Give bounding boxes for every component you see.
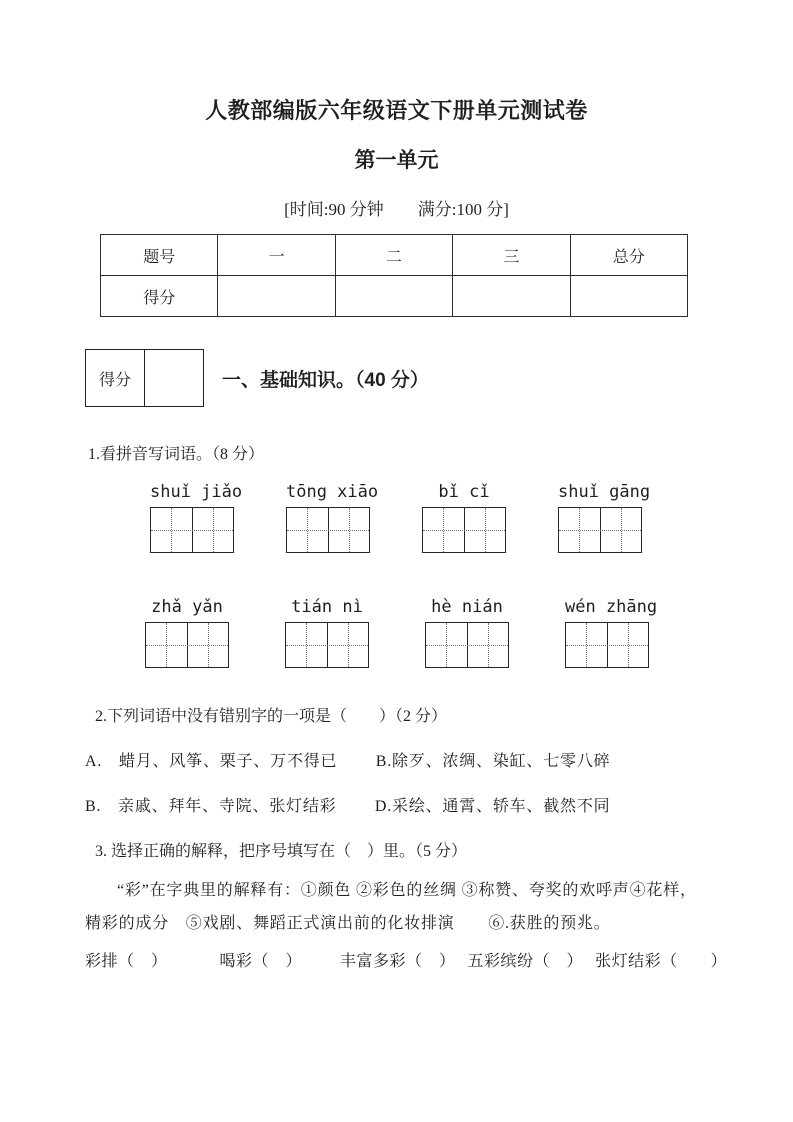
pinyin-label: wén zhāng — [565, 597, 658, 617]
pinyin-group — [285, 597, 369, 668]
pinyin-label: shuǐ gāng — [558, 482, 651, 502]
writing-cell — [423, 508, 464, 552]
question-1-prompt: 1.看拼音写词语。（8 分） — [88, 446, 265, 463]
pinyin-group — [286, 482, 379, 553]
writing-cell — [566, 623, 607, 667]
question-2-prompt: 2.下列词语中没有错别字的一项是（ ）（2 分） — [95, 708, 448, 725]
section-one-heading: 一、基础知识。（40 分） — [222, 369, 429, 391]
writing-cell — [328, 508, 370, 552]
pinyin-label: bǐ cǐ — [438, 482, 490, 502]
pinyin-row-2 — [145, 597, 793, 668]
pinyin-label: tōng xiāo — [286, 482, 379, 502]
word-with-blank: 丰富多彩（ ） — [340, 953, 456, 970]
section-score-box-blank — [145, 350, 204, 407]
score-table-value-row — [101, 276, 688, 317]
section-score-box — [85, 349, 204, 407]
section-score-box-label: 得分 — [86, 350, 145, 407]
score-header-question-number: 题号 — [101, 235, 218, 276]
score-value-cell — [453, 276, 570, 317]
writing-grid — [565, 622, 649, 668]
writing-cell — [146, 623, 187, 667]
score-value-cell — [335, 276, 452, 317]
writing-cell — [187, 623, 229, 667]
question-2-options-line-1: A. 蜡月、风筝、栗子、万不得已 B.除歹、浓绸、染缸、七零八碎 — [85, 753, 611, 770]
writing-cell — [600, 508, 642, 552]
question-2-options-line-2: B. 亲戚、拜年、寺院、张灯结彩 D.采绘、通霄、轿车、截然不同 — [85, 798, 611, 815]
writing-cell — [151, 508, 192, 552]
writing-cell — [286, 623, 327, 667]
question-3-definitions-line-2: 精彩的成分 ⑤戏剧、舞蹈正式演出前的化妆排演 ⑥.获胜的预兆。 — [85, 915, 611, 932]
writing-cell — [287, 508, 328, 552]
writing-cell — [426, 623, 467, 667]
question-3-prompt: 3. 选择正确的解释，把序号填写在（ ）里。（5 分） — [95, 843, 468, 860]
pinyin-label: tián nì — [291, 597, 363, 617]
section-one-header — [85, 349, 793, 407]
unit-title: 第一单元 — [354, 149, 439, 172]
score-summary-table — [100, 234, 688, 317]
writing-cell — [559, 508, 600, 552]
score-header-section-3: 三 — [453, 235, 570, 276]
score-header-total: 总分 — [570, 235, 687, 276]
pinyin-group — [425, 597, 509, 668]
writing-grid — [285, 622, 369, 668]
score-table-header-row — [101, 235, 688, 276]
question-3-definitions-line-1: “彩”在字典里的解释有：①颜色 ②彩色的丝绸 ③称赞、夸奖的欢呼声④花样， — [117, 882, 697, 899]
writing-cell — [464, 508, 506, 552]
writing-grid — [145, 622, 229, 668]
writing-grid — [150, 507, 234, 553]
pinyin-group — [558, 482, 651, 553]
pinyin-label: zhǎ yǎn — [151, 597, 223, 617]
writing-cell — [327, 623, 369, 667]
writing-cell — [192, 508, 234, 552]
writing-grid — [425, 622, 509, 668]
score-header-section-2: 二 — [335, 235, 452, 276]
word-with-blank: 张灯结彩（ ） — [595, 953, 728, 970]
score-row-label: 得分 — [101, 276, 218, 317]
writing-cell — [467, 623, 509, 667]
page-title: 人教部编版六年级语文下册单元测试卷 — [205, 98, 588, 123]
score-header-section-1: 一 — [218, 235, 335, 276]
pinyin-group — [565, 597, 658, 668]
pinyin-group — [145, 597, 229, 668]
writing-grid — [558, 507, 642, 553]
writing-cell — [607, 623, 649, 667]
pinyin-row-1 — [150, 482, 793, 553]
pinyin-label: hè nián — [431, 597, 503, 617]
score-value-cell — [218, 276, 335, 317]
writing-grid — [286, 507, 370, 553]
question-3-answer-blanks — [85, 952, 793, 971]
exam-meta-line: [时间:90 分钟 满分:100 分] — [284, 200, 509, 219]
writing-grid — [422, 507, 506, 553]
word-with-blank: 喝彩（ ） — [219, 953, 303, 970]
pinyin-group — [150, 482, 243, 553]
word-with-blank: 彩排（ ） — [85, 953, 168, 970]
pinyin-group — [422, 482, 506, 553]
word-with-blank: 五彩缤纷（ ） — [467, 953, 584, 970]
pinyin-label: shuǐ jiǎo — [150, 482, 243, 502]
score-value-cell — [570, 276, 687, 317]
